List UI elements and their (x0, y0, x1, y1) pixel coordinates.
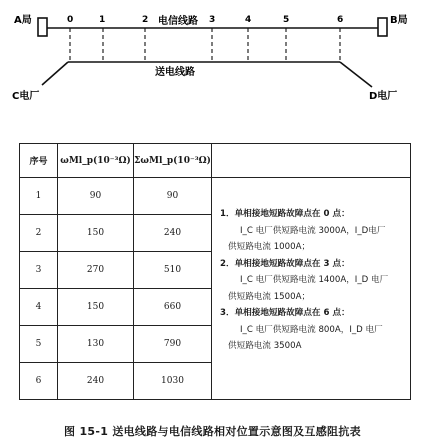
fault-note-heading: 2．单相接地短路故障点在 3 点： (220, 258, 350, 269)
cell-cumulative-impedance: 790 (134, 326, 212, 363)
fault-note-heading: 1．单相接地短路故障点在 0 点： (220, 209, 350, 219)
point-6-label: 6 (337, 15, 344, 25)
point-0-label: 0 (67, 15, 74, 25)
cell-cumulative-impedance: 660 (134, 289, 212, 326)
point-2-label: 2 (142, 15, 149, 25)
header-serial-no: 序号 (20, 144, 58, 178)
power-line-left-lead (42, 62, 68, 85)
fault-note-1 (220, 206, 410, 256)
plant-d-label: D电厂 (369, 91, 398, 102)
cell-cumulative-impedance: 510 (134, 252, 212, 289)
cell-mutual-impedance: 270 (58, 252, 134, 289)
table-row (20, 178, 411, 215)
fault-notes-cell (212, 178, 411, 400)
fault-note-2 (220, 256, 410, 306)
fault-note-3 (220, 305, 410, 355)
point-3-label: 3 (209, 15, 216, 25)
line-position-diagram (0, 0, 425, 140)
cell-serial-no: 1 (20, 178, 58, 215)
header-notes-empty (212, 144, 411, 178)
bureau-b-box (378, 18, 387, 36)
fault-note-heading: 3．单相接地短路故障点在 6 点： (220, 308, 350, 318)
cell-serial-no: 2 (20, 215, 58, 252)
bureau-b-label: B局 (390, 15, 408, 26)
cell-mutual-impedance: 240 (58, 363, 134, 400)
header-cumulative-impedance: ΣωMl_p(10⁻³Ω) (134, 144, 212, 178)
header-mutual-impedance: ωMl_p(10⁻³Ω) (58, 144, 134, 178)
cell-serial-no: 3 (20, 252, 58, 289)
cell-mutual-impedance: 130 (58, 326, 134, 363)
power-line-label: 送电线路 (155, 67, 195, 78)
cell-cumulative-impedance: 1030 (134, 363, 212, 400)
cell-mutual-impedance: 150 (58, 289, 134, 326)
fault-note-currents: I_C 电厂供短路电流 1400A，I_D 电厂 (240, 275, 389, 285)
table-header-row (20, 144, 411, 178)
cell-cumulative-impedance: 240 (134, 215, 212, 252)
plant-c-label: C电厂 (12, 91, 40, 102)
cell-serial-no: 6 (20, 363, 58, 400)
figure-caption: 图 15-1 送电线路与电信线路相对位置示意图及互感阻抗表 (64, 425, 361, 438)
bureau-a-label: A局 (14, 15, 32, 26)
telecom-line-label: 电信线路 (158, 16, 198, 27)
cell-cumulative-impedance: 90 (134, 178, 212, 215)
cell-mutual-impedance: 90 (58, 178, 134, 215)
power-line-right-lead (340, 62, 372, 87)
bureau-a-box (38, 18, 47, 36)
cell-serial-no: 5 (20, 326, 58, 363)
point-4-label: 4 (245, 15, 252, 25)
point-1-label: 1 (99, 15, 106, 25)
fault-note-currents: I_C 电厂供短路电流 3000A，I_D电厂 (240, 225, 386, 236)
point-5-label: 5 (283, 15, 290, 25)
mutual-impedance-table (19, 143, 411, 400)
fault-note-currents-cont: 供短路电流 1000A； (228, 242, 311, 252)
fault-note-currents-cont: 供短路电流 1500A； (228, 291, 311, 302)
cell-mutual-impedance: 150 (58, 215, 134, 252)
cell-serial-no: 4 (20, 289, 58, 326)
fault-note-currents-cont: 供短路电流 3500A (228, 341, 302, 351)
fault-note-currents: I_C 电厂供短路电流 800A，I_D 电厂 (240, 324, 383, 335)
